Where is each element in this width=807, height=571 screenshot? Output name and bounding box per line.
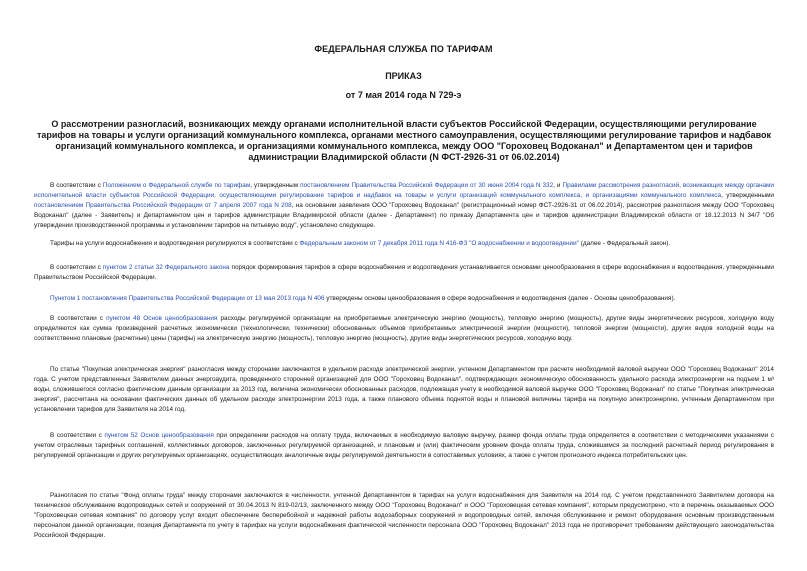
text: В соответствии с <box>50 315 107 322</box>
doc-date-number: от 7 мая 2014 года N 729-э <box>345 90 462 100</box>
agency-title: ФЕДЕРАЛЬНАЯ СЛУЖБА ПО ТАРИФАМ <box>314 44 493 54</box>
link-federal-law-416[interactable]: Федеральным законом от 7 декабря 2011 года N 416-ФЗ "О водоснабжении и водоотведении" <box>299 240 579 247</box>
text: (далее - Федеральный закон). <box>578 240 671 247</box>
doc-subject: О рассмотрении разногласий, возникающих между органами исполнительной власти субъектов Российской Федерации, осуществляющими регулирование тарифов на товары и услуги организаций коммунального комплекса, органами местного самоуправления, осуществляющими регулирование тарифов и надбавок организаций коммунального комплекса, и организациями коммунального комплекса, между ООО "Гороховец Водоканал" и Департаментом цен и тарифов администрации Владимирской области (N ФСТ-2926-31 от 06.02.2014) <box>36 119 772 162</box>
text: , утвержденными <box>721 192 774 199</box>
link-point-48[interactable]: пунктом 48 Основ ценообразования <box>106 315 218 322</box>
doc-type: ПРИКАЗ <box>385 71 422 81</box>
link-resolution-208[interactable]: постановлением Правительства Российской Федерации от 7 апреля 2007 года N 208 <box>34 202 292 209</box>
paragraph-5 <box>34 314 774 344</box>
paragraph-6 <box>34 365 774 415</box>
text: Разногласия по статье "Фонд оплаты труда" между сторонами заключаются в численности, учтенной Департаментом в тарифах на услуги водоснабжения для Заявителя на 2014 год. С учетом представленного Заявителем договора на техническое обслуживание водопроводных сетей и сооружений от 30.04.2013 N 819-02/13, заключенного между ООО "Гороховец Водоканал" и ООО "Гороховецкая сетевая компания", которым предусмотрено, что в перечень оказываемых ООО "Гороховецкая сетевая компания" по договору услуг входит обеспечение бесперебойной и надежной работы водозаборных сооружений и водопроводных сетей, включая обслуживание и ремонт оборудования основным производственным персоналом данной организации, позиция Департамента по учету в тарифах на услуги водоснабжения фактической численности персонала ООО "Гороховец Водоканал" 2013 года не противоречит требованиям действующего законодательства Российской Федерации. <box>34 492 774 539</box>
paragraph-2 <box>34 239 774 249</box>
text: , и <box>553 182 563 189</box>
paragraph-1 <box>34 181 774 231</box>
text: при определении расходов на оплату труда, включаемых в необходимую валовую выручку, размер фонда оплаты труда определяется в соответствии с методическими указаниями с учетом отраслевых тарифных соглашений, коллективных договоров, заключенных регулируемой организацией, и плановым и (или) фактическим уровнем фонда оплаты труда, сложившимся за последний расчетный период регулирования в регулируемой организации и других регулируемых организациях, осуществляющих аналогичные виды регулируемой деятельности в сопоставимых условиях, а также с учетом прогнозного индекса потребительских цен. <box>34 432 774 459</box>
link-rules-disputes[interactable]: Правилами рассмотрения разногласий, возникающих между органами исполнительной власти субъектов Российской Федерации, осуществляющими регулирование тарифов и надбавок на товары и услуги организаций коммунального комплекса, и организациями коммунального комплекса <box>34 182 775 199</box>
text: расходы регулируемой организации на приобретаемые электрическую энергию (мощность), тепловую энергию (мощность), другие виды энергетических ресурсов, холодную воду определяются как сумма произведений расчетных экономически (технологически, технически) обоснованных объемов приобретаемых электрической энергии (мощности), тепловой энергии (мощности), других видов холодной воды на соответственно плановые (расчетные) цены (тарифы) на электрическую энергию (мощность), тепловую энергию (мощность), другие виды энергетических ресурсов, холодную воду. <box>34 315 775 342</box>
text: В соответствии с <box>50 182 103 189</box>
text: утверждены основы ценообразования в сфере водоснабжения и водоотведения (далее - Основы ценообразования). <box>324 295 676 302</box>
link-resolution-332[interactable]: постановлением Правительства Российской Федерации от 30 июня 2004 года N 332 <box>300 182 554 189</box>
paragraph-7 <box>34 431 774 461</box>
text: Тарифы на услуги водоснабжения и водоотведения регулируются в соответствии с <box>50 240 300 247</box>
link-article-32[interactable]: пунктом 2 статьи 32 Федерального закона <box>102 264 230 271</box>
link-point-52[interactable]: пунктом 52 Основ ценообразования <box>104 432 214 439</box>
link-regulation-fst[interactable]: Положением о Федеральной службе по тарифам <box>102 182 251 189</box>
text: В соответствии с <box>50 432 105 439</box>
text: , на основании заявления ООО "Гороховец Водоканал" (регистрационный номер ФСТ-2926-31 от 06.02.2014), рассмотрев разногласия между ООО "Гороховец Водоканал" (далее - Заявитель) и Департаментом цен и тарифов администрации Владимирской области (далее - Департамент) по приказу Департамента цен и тарифов администрации Владимирской области от 18.12.2013 N 34/7 "Об утверждении производственной программы и установлении тарифов на питьевую воду", установлено следующее. <box>34 202 774 229</box>
text: порядок формирования тарифов в сфере водоснабжения и водоотведения устанавливается основами ценообразования в сфере водоснабжения и водоотведения, утвержденными Правительством Российской Федерации. <box>34 264 774 281</box>
paragraph-4 <box>34 294 774 304</box>
text: В соответствии с <box>50 264 103 271</box>
link-resolution-406[interactable]: Пунктом 1 постановления Правительства Российской Федерации от 13 мая 2013 года N 406 <box>50 295 325 302</box>
text: По статье "Покупная электрическая энергия" разногласия между сторонами заключаются в удельном расходе электрической энергии, учтенном Департаментом при расчете необходимой валовой выручки ООО "Гороховец Водоканал" 2014 года. С учетом представленных Заявителем данных энергоаудита, проведенного сторонней организацией для ООО "Гороховец Водоканал", подтверждающих экономическую обоснованность удельного расхода электроэнергии на подъем 1 м³ воды, сложившегося согласно фактическим данным организации за 2013 год, величина экономически обоснованных расходов, подлежащая учету в необходимой валовой выручке ООО "Гороховец Водоканал" по статье "Покупная электрическая энергия", рассчитана на основании фактических данных об удельном расходе электроэнергии 2013 года, а также планового объема поднятой воды и плановой величины тарифа на покупную электроэнергию, учтенным Департаментом при установлении тарифов для Заявителя на 2014 год. <box>34 366 774 413</box>
paragraph-3 <box>34 263 774 283</box>
paragraph-8 <box>34 491 774 541</box>
text: , утвержденным <box>250 182 301 189</box>
